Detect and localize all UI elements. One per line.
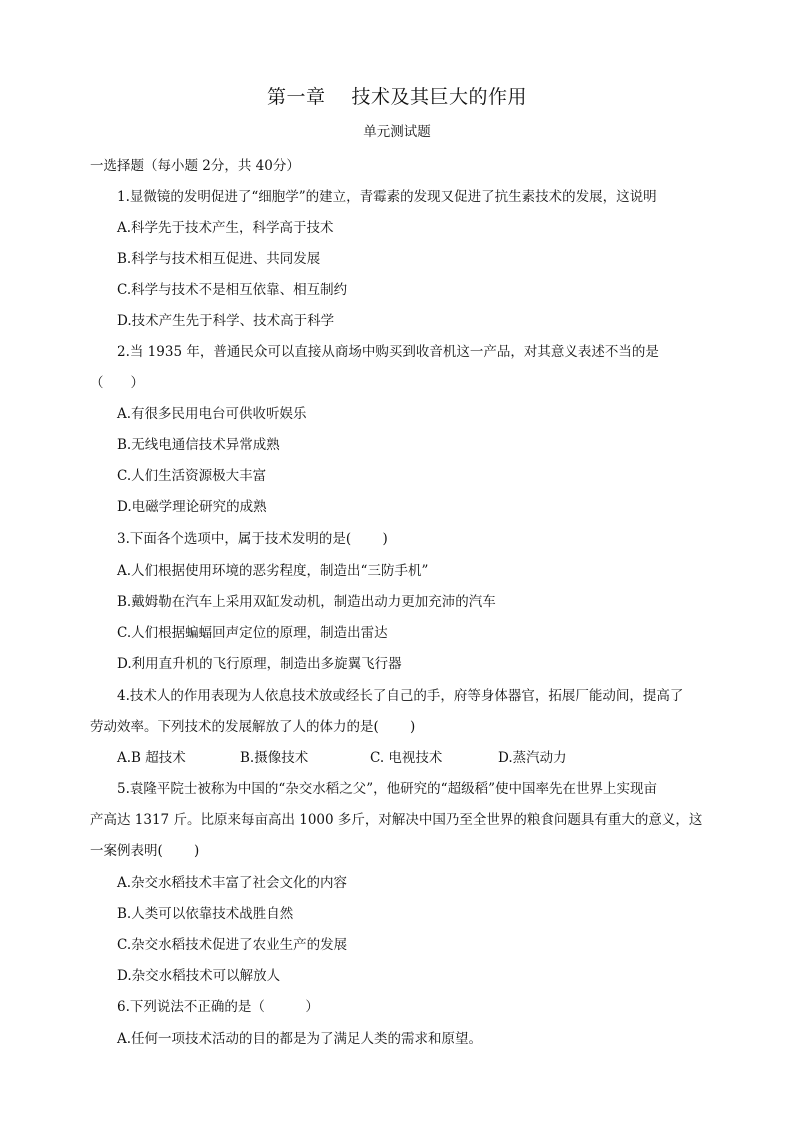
question-4-option-d: D.蒸汽动力: [498, 750, 567, 766]
question-5-option-a: A.杂交水稻技术丰富了社会文化的内容: [117, 875, 348, 891]
question-3-option-a: A.人们根据使用环境的恶劣程度，制造出“三防手机”: [117, 563, 429, 579]
question-2-answer-bracket: （ ）: [90, 375, 144, 391]
question-4-option-c: C. 电视技术: [370, 750, 443, 766]
question-2-option-b: B.无线电通信技术异常成熟: [117, 437, 280, 453]
question-6-stem: 6.下列说法不正确的是（ ）: [117, 999, 319, 1015]
question-3-option-c: C.人们根据蝙蝠回声定位的原理，制造出雷达: [117, 625, 388, 641]
question-1-option-b: B.科学与技术相互促进、共同发展: [117, 251, 321, 267]
question-4-option-a: A.B 超技术: [117, 750, 186, 766]
question-5-stem-end: 一案例表明( ): [90, 843, 200, 859]
question-5-option-c: C.杂交水稻技术促进了农业生产的发展: [117, 937, 348, 953]
question-2-option-d: D.电磁学理论研究的成熟: [117, 499, 267, 515]
question-4-stem-continued: 劳动效率。下列技术的发展解放了人的体力的是( ): [90, 719, 416, 735]
question-1-option-d: D.技术产生先于科学、技术高于科学: [117, 313, 335, 329]
question-1-option-a: A.科学先于技术产生，科学高于技术: [117, 220, 334, 236]
question-5-stem-continued: 产高达 1317 斤。比原来每亩高出 1000 多斤，对解决中国乃至全世界的粮食问题具有重大的意义，这: [90, 812, 703, 828]
question-2-option-a: A.有很多民用电台可供收听娱乐: [117, 406, 307, 422]
question-1-option-c: C.科学与技术不是相互依靠、相互制约: [117, 282, 348, 298]
question-5-option-b: B.人类可以依靠技术战胜自然: [117, 906, 294, 922]
question-4-stem: 4.技术人的作用表现为人依息技术放或经长了自己的手，府等身体器官，拓展厂能动间，提高了: [117, 688, 684, 704]
question-6-option-a: A.任何一项技术活动的目的都是为了满足人类的需求和原望。: [117, 1031, 483, 1047]
question-1-stem: 1.显微镜的发明促进了“细胞学”的建立，青霉素的发现又促进了抗生素技术的发展，这说明: [117, 189, 657, 205]
question-3-option-d: D.利用直升机的飞行原理，制造出多旋翼飞行器: [117, 656, 402, 672]
question-3-stem: 3.下面各个选项中，属于技术发明的是( ): [117, 531, 388, 547]
question-3-option-b: B.戴姆勒在汽车上采用双缸发动机，制造出动力更加充沛的汽车: [117, 594, 496, 610]
page-title: 第一章 技术及其巨大的作用: [266, 86, 528, 108]
question-2-stem: 2.当 1935 年，普通民众可以直接从商场中购买到收音机这一产品，对其意义表述不当的是: [117, 344, 659, 360]
question-2-option-c: C.人们生活资源极大丰富: [117, 468, 267, 484]
question-5-stem: 5.袁隆平院士被称为中国的“杂交水稻之父”，他研究的“超级稻”使中国率先在世界上实现亩: [117, 781, 657, 797]
question-4-option-b: B.摄像技术: [240, 750, 309, 766]
section-heading: 一选择题（每小题 2分，共 40分）: [90, 158, 300, 174]
page-subtitle: 单元测试题: [363, 124, 431, 140]
question-5-option-d: D.杂交水稻技术可以解放人: [117, 968, 281, 984]
